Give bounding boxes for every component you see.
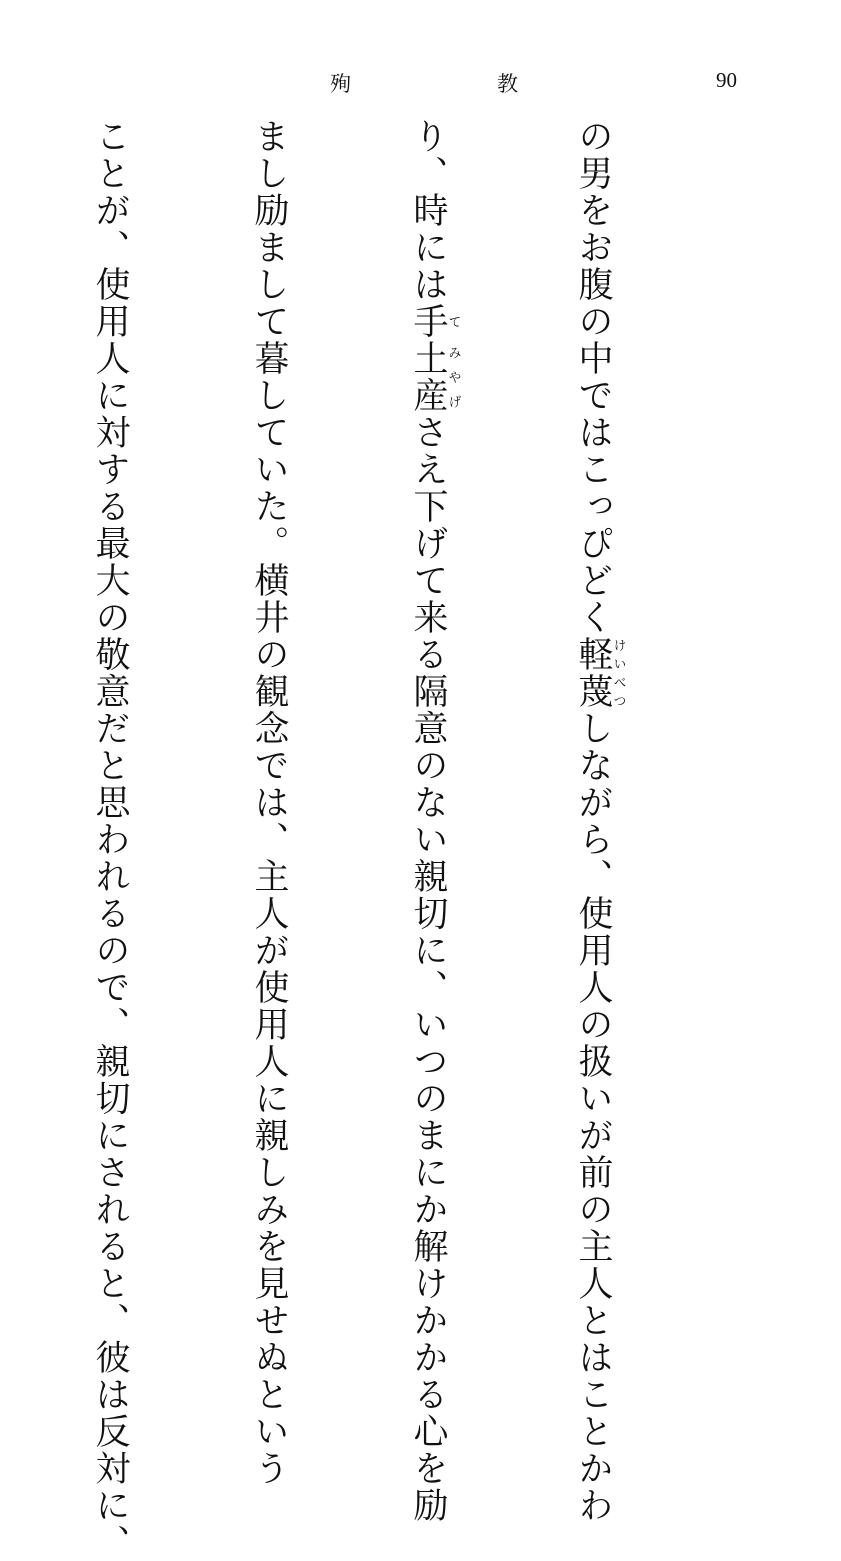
furigana-ruby: 軽蔑けいべつ [573, 636, 626, 710]
text-line-2 [401, 118, 461, 1524]
furigana-reading: て [445, 303, 461, 340]
vertical-body-text [0, 118, 731, 1561]
furigana-reading: みやげ [445, 340, 461, 414]
running-title [330, 68, 520, 98]
page-number: 90 [716, 68, 737, 92]
text-line-1 [566, 118, 626, 1524]
furigana-ruby: 手て [408, 303, 461, 340]
text-line-4 [83, 118, 136, 1561]
furigana-reading: けいべつ [610, 636, 626, 710]
text-line-1-content: の男をお腹の中ではこっぴどく軽蔑けいべつしながら、使用人の扱いが前の主人とはことかわ [573, 118, 626, 1524]
text-line-4-content: ことが、使用人に対する最大の敬意だと思われるので、親切にされると、彼は反対に、 [90, 118, 130, 1561]
text-line-3-content: まし励まして暮していた。横井の観念では、主人が使用人に親しみを見せぬという [249, 118, 289, 1487]
running-title-char-1: 殉 [330, 72, 353, 96]
text-line-3 [242, 118, 295, 1487]
furigana-ruby: 土産みやげ [408, 340, 461, 414]
text-line-2-content: り、時には手て土産みやげさえ下げて来る隔意のない親切に、いつのまにか解けかかる心を励 [408, 118, 461, 1524]
running-title-char-2: 教 [497, 72, 520, 96]
